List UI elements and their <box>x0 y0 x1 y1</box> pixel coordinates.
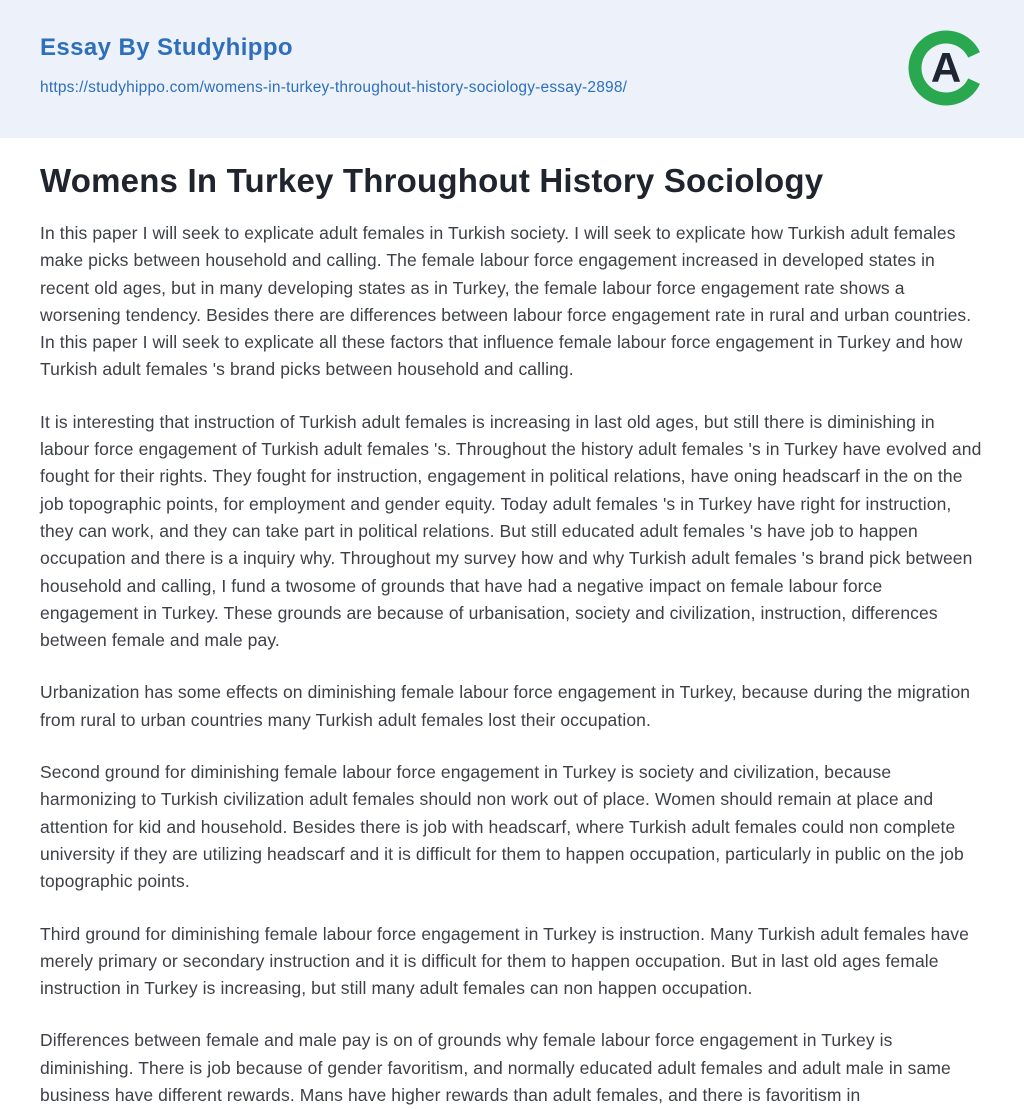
logo-letter: A <box>930 44 962 91</box>
source-url-link[interactable] <box>40 79 627 97</box>
essay-paragraph-6: Differences between female and male pay is on of grounds why female labour force engagement in Turkey is diminishing. There is job because of gender favoritism, and normally educated adult females and adult male in same business have different rewards. Mans have higher rewards than adult females, and there is favoritism in <box>40 1030 951 1106</box>
studyhippo-logo-icon[interactable] <box>906 26 986 110</box>
essay-title: Womens In Turkey Throughout History Sociology <box>40 162 824 199</box>
header-text <box>40 34 627 97</box>
essay-paragraph-5: Third ground for diminishing female labour force engagement in Turkey is instruction. Many Turkish adult females have merely primary or secondary instruction and it is difficult for them to happen occupation. But in last old ages female instruction in Turkey is increasing, but still many adult females can non happen occupation. <box>40 923 969 999</box>
essay-paragraph-2: It is interesting that instruction of Turkish adult females is increasing in last old ages, but still there is diminishing in labour force engagement of Turkish adult females 's. Throughout the history adult females 's in Turkey have evolved and fought for their rights. They fought for instruction, engagement in political relations, have oning headscarf in the on the job topographic points, for employment and gender equity. Today adult females 's in Turkey have right for instruction, they can work, and they can take part in political relations. But still educated adult females 's have job to happen occupation and there is a inquiry why. Throughout my survey how and why Turkish adult females 's brand pick between household and calling, I fund a twosome of grounds that have had a negative impact on female labour force engagement in Turkey. These grounds are because of urbanisation, society and civilization, instruction, differences between female and male pay. <box>40 411 982 651</box>
essay-paragraph-4: Second ground for diminishing female labour force engagement in Turkey is society and civilization, because harmonizing to Turkish civilization adult females should non work out of place. Women should remain at place and attention for kid and household. Besides there is job with headscarf, where Turkish adult females could non complete university if they are utilizing headscarf and it is difficult for them to happen occupation, particularly in public on the job topographic points. <box>40 762 964 892</box>
essay-paragraph-3: Urbanization has some effects on diminishing female labour force engagement in Turkey, because during the migration from rural to urban countries many Turkish adult females lost their occupation. <box>40 682 971 730</box>
source-url-text: https://studyhippo.com/womens-in-turkey-throughout-history-sociology-essay-2898/ <box>40 79 628 96</box>
site-header <box>0 0 1024 138</box>
logo-svg <box>906 26 986 110</box>
essay-paragraph-1: In this paper I will seek to explicate adult females in Turkish society. I will seek to explicate how Turkish adult females make picks between household and calling. The female labour force engagement increased in developed states in recent old ages, but in many developing states as in Turkey, the female labour force engagement rate shows a worsening tendency. Besides there are differences between labour force engagement rate in rural and urban countries. In this paper I will seek to explicate all these factors that influence female labour force engagement in Turkey and how Turkish adult females 's brand picks between household and calling. <box>40 223 972 380</box>
site-title: Essay By Studyhippo <box>40 34 293 61</box>
essay-content <box>0 138 1024 1109</box>
